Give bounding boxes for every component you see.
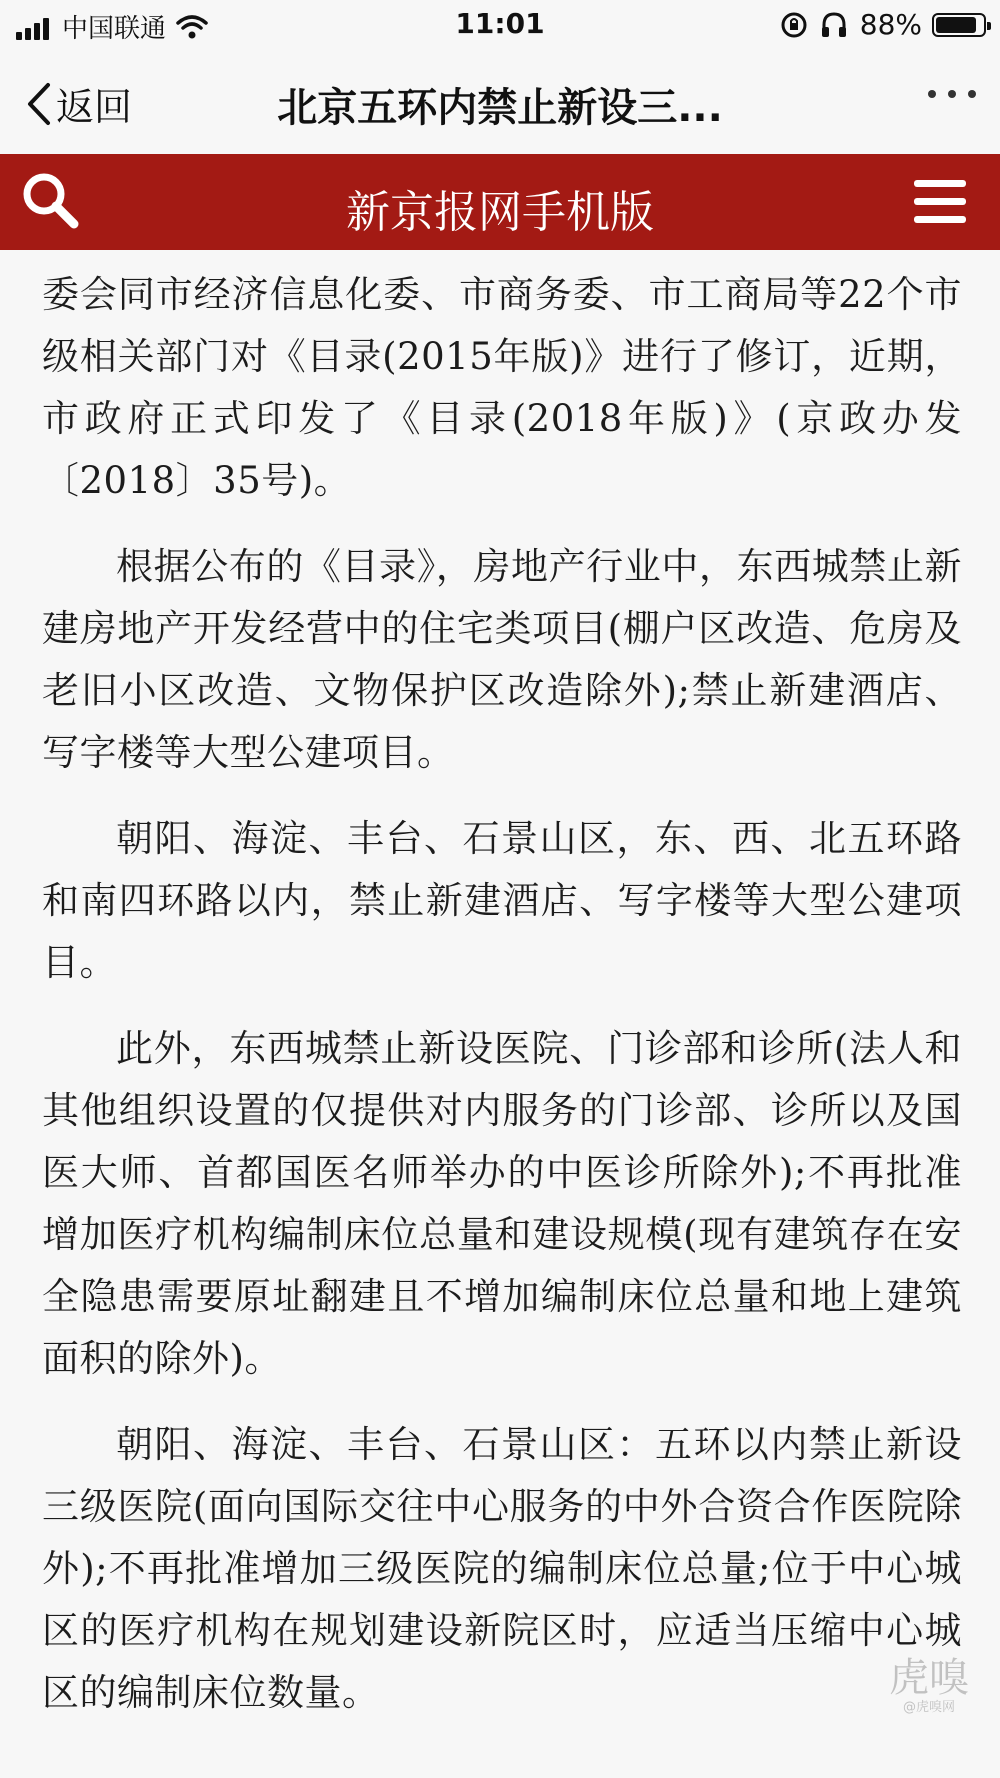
- clock: 11:01: [455, 7, 545, 40]
- rotation-lock-icon: [780, 11, 808, 39]
- watermark-logo: [884, 1656, 974, 1746]
- article-paragraph: 朝阳、海淀、丰台、石景山区：五环以内禁止新设三级医院(面向国际交往中心服务的中外合资合作医院除外);不再批准增加三级医院的编制床位总量;位于中心城区的医疗机构在规划建设新院区时，应适当压缩中心城区的编制床位数量。: [42, 1423, 962, 1714]
- menu-icon[interactable]: [914, 180, 966, 224]
- back-button[interactable]: [24, 76, 132, 131]
- site-title: 新京报网手机版: [346, 187, 654, 238]
- page-title: 北京五环内禁止新设三...: [277, 85, 723, 131]
- status-bar: [0, 0, 1000, 50]
- carrier-label: 中国联通: [62, 14, 167, 44]
- article-paragraph: 此外，东西城禁止新设医院、门诊部和诊所(法人和其他组织设置的仅提供对内服务的门诊部、诊所以及国医大师、首都国医名师举办的中医诊所除外);不再批准增加医疗机构编制床位总量和建设规模(现有建筑存在安全隐患需要原址翻建且不增加编制床位总量和地上建筑面积的除外)。: [42, 1027, 962, 1380]
- dot-icon: [948, 90, 956, 98]
- watermark-sub: @虎嗅网: [902, 1700, 955, 1715]
- site-header: [0, 154, 1000, 250]
- battery-icon: [932, 13, 986, 37]
- article-body: [42, 264, 962, 1748]
- dot-icon: [928, 90, 936, 98]
- back-label: 返回: [56, 85, 133, 129]
- more-button[interactable]: [916, 90, 976, 98]
- battery-percent: 88%: [859, 8, 922, 41]
- navigation-bar: [0, 50, 1000, 154]
- article-paragraph: 根据公布的《目录》，房地产行业中，东西城禁止新建房地产开发经营中的住宅类项目(棚户区改造、危房及老旧小区改造、文物保护区改造除外);禁止新建酒店、写字楼等大型公建项目。: [42, 545, 962, 774]
- article-paragraph: 朝阳、海淀、丰台、石景山区，东、西、北五环路和南四环路以内，禁止新建酒店、写字楼等大型公建项目。: [42, 817, 962, 984]
- dot-icon: [968, 90, 976, 98]
- article-paragraph: 委会同市经济信息化委、市商务委、市工商局等22个市级相关部门对《目录(2015年版)》进行了修订，近期，市政府正式印发了《目录(2018年版)》(京政办发〔2018〕35号)。: [42, 273, 962, 502]
- status-right: [768, 8, 986, 41]
- chevron-left-icon: [24, 81, 52, 127]
- headphones-icon: [820, 11, 848, 39]
- watermark-text: 虎嗅: [889, 1655, 969, 1701]
